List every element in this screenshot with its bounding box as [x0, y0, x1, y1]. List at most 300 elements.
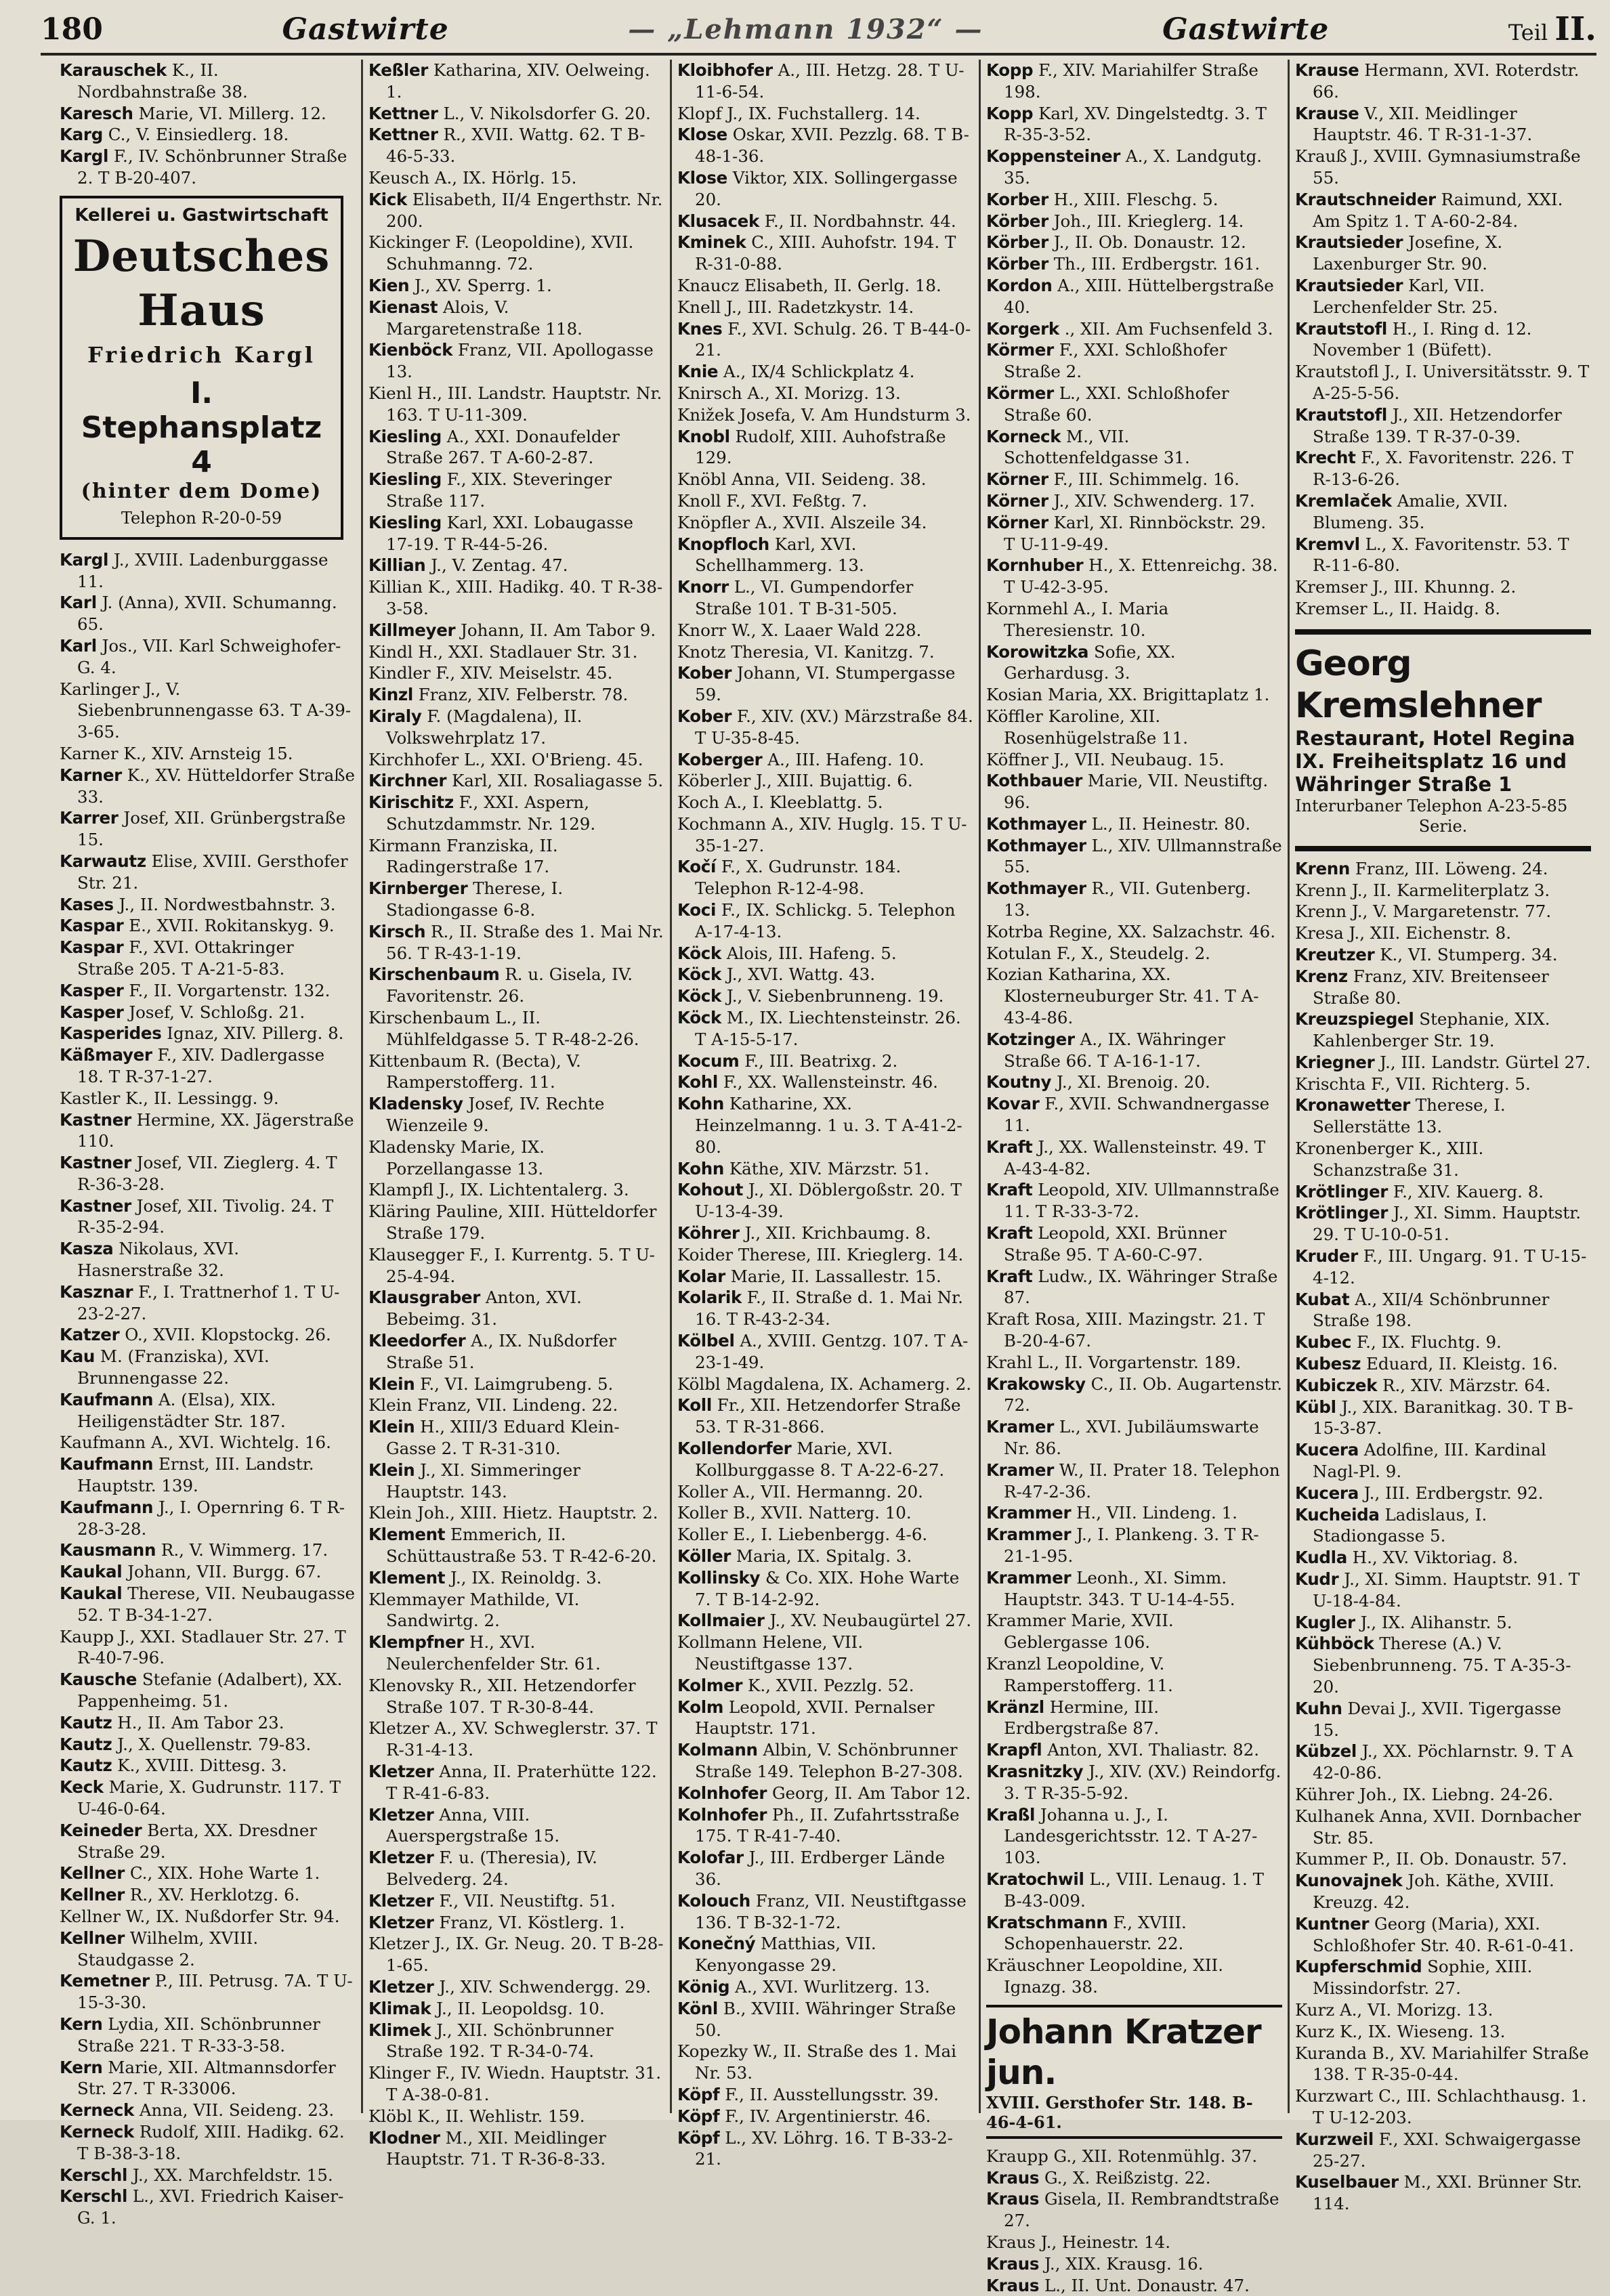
directory-entry [986, 706, 1282, 749]
entry-text: J., XV. Sperrg. 1. [415, 276, 552, 295]
directory-entry [1295, 1913, 1591, 1957]
directory-entry [986, 555, 1282, 598]
entry-name: Krammer [986, 1503, 1071, 1523]
directory-entry [60, 1109, 356, 1153]
entry-text: L., XXI. Schloßhofer Straße 60. [1004, 383, 1229, 425]
entry-text: Viktor, XIX. Sollingergasse 20. [695, 168, 958, 209]
entry-text: A., IX. Nußdorfer Straße 51. [386, 1331, 616, 1372]
directory-entry [986, 1653, 1282, 1697]
entry-text: Hermine, XX. Jägerstraße 110. [77, 1110, 354, 1151]
entry-name: Kraus [986, 2276, 1039, 2295]
entry-text: Kollmann Helene, VII. Neustiftgasse 137. [677, 1632, 863, 1674]
directory-entry [986, 1869, 1282, 1912]
entry-name: Kohout [677, 1180, 743, 1199]
entry-text: J., XVI. Wattg. 43. [727, 964, 875, 984]
directory-entry [368, 1374, 664, 1395]
entry-name: Klein [368, 1374, 415, 1394]
entry-text: J., X. Quellenstr. 79-83. [117, 1735, 311, 1754]
entry-text: Ignaz, XIV. Pillerg. 8. [167, 1023, 343, 1043]
entry-text: Köberler J., XIII. Bujattig. 6. [677, 771, 913, 790]
entry-text: Knöbl Anna, VII. Seideng. 38. [677, 469, 927, 489]
entry-name: Köck [677, 986, 721, 1006]
entry-name: König [677, 1977, 729, 1997]
directory-entry [677, 620, 973, 641]
entry-text: J., I. Opernring 6. T R-28-3-28. [77, 1497, 345, 1539]
ad-kratzer-address: XVIII. Gersthofer Str. 148. B-46-4-61. [986, 2093, 1282, 2132]
directory-entry [677, 404, 973, 426]
directory-entry [677, 1158, 973, 1180]
entry-text: Kresa J., XII. Eichenstr. 8. [1295, 923, 1511, 943]
directory-entry [677, 1976, 973, 1998]
entry-name: Kopp [986, 60, 1033, 80]
entry-text: R., XIV. Märzstr. 64. [1382, 1376, 1550, 1395]
entry-name: Kiesling [368, 469, 442, 489]
entry-text: Knöpfler A., XVII. Alszeile 34. [677, 513, 927, 532]
entry-text: Therese, I. Stadiongasse 6-8. [386, 878, 563, 920]
directory-entry [1295, 1439, 1591, 1483]
entry-text: J., II. Ob. Donaustr. 12. [1054, 232, 1246, 252]
entry-name: Kargl [60, 146, 108, 166]
directory-entry [677, 813, 973, 857]
entry-text: J., XIV. Schwendergg. 29. [439, 1977, 651, 1997]
directory-entry [677, 770, 973, 792]
entry-text: Kornmehl A., I. Maria Theresienstr. 10. [986, 599, 1168, 640]
directory-entry [986, 189, 1282, 211]
directory-entry [1295, 2085, 1591, 2129]
entry-text: L., V. Nikolsdorfer G. 20. [443, 104, 650, 123]
directory-entry [368, 60, 664, 103]
entry-name: Kudr [1295, 1569, 1338, 1589]
entry-text: Köffler Karoline, XII. Rosenhügelstraße 11. [986, 706, 1188, 748]
entry-name: Kreuzspiegel [1295, 1009, 1414, 1029]
directory-entry [60, 1669, 356, 1712]
entry-text: J., XIV. (XV.) Reindorfg. 3. T R-35-5-92. [1004, 1762, 1281, 1803]
entry-text: A., III. Hafeng. 10. [767, 750, 924, 769]
directory-entry [368, 1050, 664, 1094]
entry-name: Krautstofl [1295, 319, 1387, 339]
directory-entry [1295, 1138, 1591, 1181]
entry-text: Ph., II. Zufahrtsstraße 175. T R-41-7-40. [695, 1805, 960, 1846]
ad-dh-phone: Telephon R-20-0-59 [69, 509, 334, 528]
entry-name: Kletzer [368, 1762, 434, 1781]
entry-name: Kollmaier [677, 1611, 765, 1630]
entry-text: F., X. Favoritenstr. 226. T R-13-6-26. [1313, 448, 1573, 489]
entry-name: Koberger [677, 750, 762, 769]
directory-entry [677, 1287, 973, 1330]
entry-text: F., XXI. Schloßhofer Straße 2. [1004, 340, 1227, 381]
entry-name: Korowitzka [986, 642, 1088, 662]
directory-entry [368, 103, 664, 125]
entry-text: Franz, VII. Neustiftgasse 136. T B-32-1-72. [695, 1891, 967, 1932]
directory-entry [1295, 490, 1591, 534]
directory-entry [677, 275, 973, 297]
directory-entry [677, 856, 973, 899]
entry-text: Johann, II. Am Tabor 9. [461, 620, 656, 640]
entry-text: Franz, VI. Köstlerg. 1. [439, 1913, 624, 1932]
entry-name: Körner [986, 513, 1048, 532]
entry-name: Kaspar [60, 937, 123, 957]
entry-name: Kaukal [60, 1583, 122, 1603]
entry-name: Kasper [60, 1002, 124, 1022]
entry-text: C., XIX. Hohe Warte 1. [130, 1863, 320, 1883]
entry-name: Klusacek [677, 211, 759, 231]
directory-entry [60, 60, 356, 103]
directory-entry [986, 469, 1282, 490]
entry-name: Kunovajnek [1295, 1871, 1403, 1890]
entry-name: Köhrer [677, 1223, 740, 1243]
entry-text: Kosian Maria, XX. Brigittaplatz 1. [986, 685, 1269, 704]
directory-entry [368, 469, 664, 512]
entry-text: Eduard, II. Kleistg. 16. [1366, 1354, 1558, 1374]
directory-entry [986, 1093, 1282, 1136]
entry-text: Anna, VII. Seideng. 23. [140, 2100, 334, 2120]
directory-entry [986, 318, 1282, 340]
directory-entry [986, 2167, 1282, 2189]
directory-entry [368, 512, 664, 555]
directory-entry [368, 2020, 664, 2063]
entry-name: Könl [677, 1999, 718, 2018]
directory-entry [368, 1933, 664, 1976]
directory-entry [986, 1761, 1282, 1804]
ad-dh-line1: Kellerei u. Gastwirtschaft [69, 205, 334, 226]
entry-name: Kupferschmid [1295, 1957, 1422, 1976]
entry-text: Katharina, XIV. Oelweing. 1. [386, 60, 650, 102]
entry-name: Kern [60, 2014, 103, 2034]
entry-name: Köck [677, 943, 721, 963]
entry-name: Kraus [986, 2189, 1039, 2209]
directory-entry [677, 1244, 973, 1266]
entry-text: Kastler K., II. Lessingg. 9. [60, 1088, 279, 1108]
directory-entry [677, 124, 973, 167]
entry-name: Karner [60, 765, 122, 785]
entry-text: Stephanie, XIX. Kahlenberger Str. 19. [1313, 1009, 1550, 1050]
directory-entry [677, 706, 973, 749]
directory-entry [368, 770, 664, 792]
entry-text: Jos., VII. Karl Schweighofer-G. 4. [77, 636, 341, 677]
entry-text: J., V. Siebenbrunneng. 19. [727, 986, 944, 1006]
entry-text: Kladensky Marie, IX. Porzellangasse 13. [368, 1137, 545, 1178]
entry-text: P., III. Petrusg. 7A. T U-15-3-30. [77, 1971, 353, 2012]
entry-text: Berta, XX. Dresdner Straße 29. [77, 1821, 317, 1862]
entry-name: Kletzer [368, 1891, 434, 1911]
entry-text: Kraupp G., XII. Rotenmühlg. 37. [986, 2146, 1257, 2166]
directory-entry [60, 851, 356, 894]
entry-name: Kolnhofer [677, 1783, 767, 1803]
entry-name: Karl [60, 636, 97, 656]
directory-entry [986, 2275, 1282, 2296]
directory-entry [986, 1610, 1282, 1653]
entry-name: Kiesling [368, 513, 442, 532]
entry-name: Kraus [986, 2254, 1039, 2274]
directory-entry [368, 620, 664, 641]
entry-name: Körmer [986, 383, 1054, 403]
directory-entry [677, 1179, 973, 1223]
directory-entry [368, 1912, 664, 1934]
entry-text: Kurz K., IX. Wieseng. 13. [1295, 2022, 1505, 2041]
column-2-list [368, 60, 664, 2170]
directory-entry [677, 641, 973, 663]
directory-entry [368, 1395, 664, 1416]
entry-name: Klose [677, 125, 727, 144]
column-5-top [1295, 60, 1591, 620]
column-3-list [677, 60, 973, 2170]
directory-entry [368, 749, 664, 771]
entry-name: Kraft [986, 1223, 1032, 1243]
entry-name: Kletzer [368, 1805, 434, 1825]
entry-text: Kirmann Franziska, II. Radingerstraße 17. [368, 836, 558, 877]
entry-name: Kühböck [1295, 1634, 1374, 1653]
directory-entry [986, 878, 1282, 921]
entry-text: Franz, VII. Apollogasse 13. [386, 340, 654, 381]
entry-text: Joh. Käthe, XVIII. Kreuzg. 42. [1313, 1871, 1554, 1912]
entry-text: Kletzer A., XV. Schweglerstr. 37. T R-31-4-13. [368, 1718, 657, 1760]
entry-text: Anna, II. Praterhütte 122. T R-41-6-83. [386, 1762, 657, 1803]
entry-name: Kraft [986, 1180, 1032, 1199]
entry-name: Kern [60, 2058, 103, 2077]
entry-text: Kindler F., XIV. Meiselstr. 45. [368, 663, 612, 683]
directory-entry [1295, 1246, 1591, 1289]
entry-text: H., X. Ettenreichg. 38. T U-42-3-95. [1004, 555, 1278, 597]
entry-name: Kolarik [677, 1288, 742, 1307]
directory-entry [368, 1460, 664, 1503]
entry-text: B., XVIII. Währinger Straße 50. [695, 1999, 956, 2040]
entry-text: L., II. Unt. Donaustr. 47. [1044, 2276, 1250, 2295]
entry-name: Karauschek [60, 60, 167, 80]
directory-entry [1295, 858, 1591, 880]
directory-entry [368, 1632, 664, 1675]
directory-entry [1295, 1504, 1591, 1548]
directory-entry [1295, 2021, 1591, 2043]
entry-text: J., II. Nordwestbahnstr. 3. [119, 895, 336, 914]
directory-entry [60, 1561, 356, 1583]
entry-name: Klein [368, 1460, 415, 1480]
directory-entry [986, 1567, 1282, 1611]
entry-text: Stefanie (Adalbert), XX. Pappenheimg. 51. [77, 1670, 342, 1711]
directory-entry [677, 1266, 973, 1288]
ad-kr-name: Georg Kremslehner [1295, 643, 1591, 727]
entry-name: Kletzer [368, 1977, 434, 1997]
column-4-top [986, 60, 1282, 1998]
directory-entry [368, 878, 664, 921]
directory-entry [986, 1029, 1282, 1072]
entry-text: H., XVI. Neulerchenfelder Str. 61. [386, 1632, 601, 1674]
directory-entry [1295, 60, 1591, 103]
entry-name: Kminek [677, 232, 746, 252]
entry-text: Marie, XVI. Kollburggasse 8. T A-22-6-27. [695, 1439, 944, 1480]
directory-entry [677, 1374, 973, 1395]
directory-entry [677, 1933, 973, 1976]
entry-text: R., V. Wimmerg. 17. [161, 1540, 328, 1560]
directory-entry [60, 894, 356, 916]
entry-name: Kienast [368, 297, 438, 317]
entry-name: Kovar [986, 1094, 1039, 1113]
directory-entry [368, 1976, 664, 1998]
entry-text: Kührer Joh., IX. Liebng. 24-26. [1295, 1785, 1553, 1804]
entry-name: Kohl [677, 1072, 718, 1092]
entry-text: Krammer Marie, XVII. Geblergasse 106. [986, 1611, 1174, 1652]
directory-entry [60, 1152, 356, 1195]
directory-entry [677, 1998, 973, 2041]
entry-name: Kohn [677, 1159, 724, 1178]
entry-text: K., II. Nordbahnstraße 38. [77, 60, 248, 102]
directory-entry [677, 749, 973, 771]
header-right-title: Gastwirte [1162, 12, 1329, 47]
directory-entry [60, 1281, 356, 1325]
entry-name: Köller [677, 1546, 731, 1566]
entry-text: L., II. Heinestr. 80. [1092, 814, 1251, 834]
entry-text: Ernst, III. Landstr. Hauptstr. 139. [77, 1454, 314, 1495]
entry-text: Knorr W., X. Laaer Wald 228. [677, 620, 921, 640]
entry-text: F., XVI. Schulg. 26. T B-44-0-21. [695, 319, 971, 360]
directory-entry [60, 2165, 356, 2186]
entry-text: H., VII. Lindeng. 1. [1076, 1503, 1237, 1523]
directory-entry [368, 1998, 664, 2020]
directory-entry [368, 2127, 664, 2171]
directory-entry [677, 1804, 973, 1848]
directory-entry [368, 1007, 664, 1050]
entry-name: Koci [677, 900, 716, 920]
directory-entry [986, 1136, 1282, 1180]
directory-entry [986, 1223, 1282, 1266]
directory-entry [1295, 598, 1591, 620]
entry-text: K., XVII. Pezzlg. 52. [748, 1676, 914, 1695]
directory-entry [986, 103, 1282, 146]
directory-entry [986, 1309, 1282, 1352]
entry-name: Kränzl [986, 1697, 1044, 1717]
directory-entry [986, 1739, 1282, 1761]
teil-label: Teil [1508, 20, 1548, 45]
entry-text: F., III. Schimmelg. 16. [1054, 469, 1240, 489]
directory-entry [60, 1088, 356, 1109]
entry-name: Klimak [368, 1999, 431, 2018]
entry-text: W., II. Prater 18. Telephon R-47-2-36. [1004, 1460, 1280, 1502]
entry-name: Krammer [986, 1525, 1071, 1544]
entry-name: Kick [368, 190, 407, 209]
entry-name: Körner [986, 491, 1048, 511]
directory-entry [677, 1632, 973, 1675]
directory-entry [986, 1912, 1282, 1955]
directory-entry [1295, 103, 1591, 146]
directory-entry [368, 1287, 664, 1330]
entry-text: Kurz A., VI. Morizg. 13. [1295, 2000, 1493, 2020]
directory-entry [60, 1453, 356, 1497]
entry-text: H., II. Am Tabor 23. [117, 1713, 284, 1732]
directory-entry [1295, 1483, 1591, 1504]
directory-entry [986, 211, 1282, 232]
entry-name: Krautsieder [1295, 232, 1403, 252]
directory-entry [60, 1346, 356, 1389]
entry-text: J., XII. Hetzendorfer Straße 139. T R-37-0-39. [1313, 405, 1562, 446]
entry-name: Kinzl [368, 685, 413, 704]
entry-text: M., VII. Schottenfeldgasse 31. [1004, 427, 1190, 468]
directory-entry [60, 1884, 356, 1906]
directory-entry [60, 2100, 356, 2121]
directory-entry [60, 2121, 356, 2165]
entry-text: J., III. Landstr. Gürtel 27. [1380, 1053, 1590, 1072]
entry-text: Alois, III. Hafeng. 5. [727, 943, 897, 963]
directory-entry [1295, 1569, 1591, 1612]
directory-entry [368, 684, 664, 706]
entry-name: Kronawetter [1295, 1095, 1410, 1115]
directory-entry [677, 426, 973, 469]
entry-name: Kothmayer [986, 836, 1086, 855]
entry-name: Kaufmann [60, 1454, 153, 1474]
entry-text: F., IV. Argentinierstr. 46. [725, 2106, 931, 2126]
entry-name: Kothmayer [986, 814, 1086, 834]
directory-entry [986, 598, 1282, 641]
entry-name: Kirischitz [368, 792, 454, 812]
directory-entry [986, 943, 1282, 964]
directory-entry [677, 964, 973, 985]
entry-name: Körmer [986, 340, 1054, 360]
directory-entry [1295, 361, 1591, 404]
directory-entry [677, 662, 973, 706]
directory-entry [60, 635, 356, 679]
entry-name: Kletzer [368, 1913, 434, 1932]
entry-text: Josef, XII. Grünbergstraße 15. [77, 808, 345, 849]
directory-entry [60, 1755, 356, 1777]
directory-entry [60, 743, 356, 765]
directory-entry [60, 1023, 356, 1044]
entry-text: A., IX/4 Schlickplatz 4. [723, 362, 914, 381]
entry-text: Anton, XVI. Thaliastr. 82. [1047, 1740, 1259, 1760]
directory-entry [1295, 2043, 1591, 2086]
entry-text: Emmerich, II. Schüttaustraße 53. T R-42-6-20. [386, 1525, 656, 1566]
entry-name: Krötlinger [1295, 1203, 1388, 1223]
entry-name: Karrer [60, 808, 119, 828]
directory-entry [986, 426, 1282, 469]
directory-entry [368, 297, 664, 340]
entry-name: Killian [368, 555, 425, 575]
entry-name: Kleedorfer [368, 1331, 465, 1351]
entry-text: J., XX. Marchfeldstr. 15. [133, 2165, 333, 2185]
entry-name: Kiesling [368, 427, 442, 446]
entry-text: Hermann, XVI. Roterdstr. 66. [1313, 60, 1579, 102]
directory-entry [986, 1374, 1282, 1417]
directory-entry [368, 2062, 664, 2106]
directory-entry [677, 985, 973, 1007]
directory-entry [1295, 1633, 1591, 1697]
entry-text: J., XIX. Baranitkag. 30. T B-15-3-87. [1313, 1397, 1573, 1439]
entry-text: Gisela, II. Rembrandtstraße 27. [1004, 2189, 1279, 2230]
directory-entry [677, 1481, 973, 1503]
entry-name: Käßmayer [60, 1045, 152, 1065]
entry-name: Kolmer [677, 1676, 742, 1695]
entry-text: J., XI. Simm. Hauptstr. 91. T U-18-4-84. [1313, 1569, 1580, 1611]
entry-name: Kasper [60, 981, 124, 1000]
directory-entry [1295, 880, 1591, 901]
entry-text: Amalie, XVII. Blumeng. 35. [1313, 491, 1508, 532]
entry-name: Kratschmann [986, 1913, 1108, 1932]
entry-text: Ludw., IX. Währinger Straße 87. [1004, 1267, 1277, 1308]
entry-text: Klein Franz, VII. Lindeng. 22. [368, 1395, 618, 1415]
column-4 [981, 60, 1290, 2113]
entry-text: A., XVIII. Gentzg. 107. T A-23-1-49. [695, 1331, 968, 1372]
directory-entry [677, 1783, 973, 1804]
header-center-title: — „Lehmann 1932“ — [628, 14, 983, 45]
directory-entry [1295, 404, 1591, 448]
entry-text: Krenn J., II. Karmeliterplatz 3. [1295, 880, 1550, 900]
entry-name: Kubat [1295, 1290, 1349, 1309]
directory-entry [986, 1697, 1282, 1740]
directory-entry [677, 899, 973, 943]
entry-text: Anton, XVI. Bebeimg. 31. [386, 1288, 582, 1329]
entry-name: Karesch [60, 104, 133, 123]
directory-entry [986, 2188, 1282, 2232]
columns [54, 60, 1596, 2113]
entry-name: Kastner [60, 1110, 131, 1130]
directory-entry [60, 592, 356, 635]
